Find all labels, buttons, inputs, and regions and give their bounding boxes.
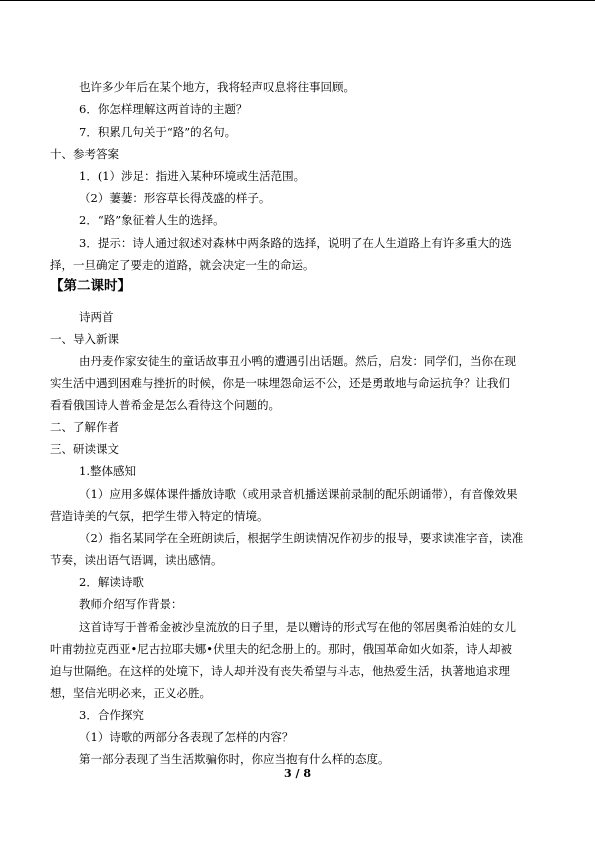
- text-line-19: 营造诗美的气氛，把学生带入特定的情境。: [50, 509, 269, 523]
- text-line-30: 第一部分表现了当生活欺骗你时，你应当抱有什么样的态度。: [79, 752, 390, 766]
- subsection-one-heading: 1.整体感知: [79, 464, 136, 478]
- text-line-7: 2．“路”象征着人生的选择。: [79, 213, 225, 227]
- text-line-13: 实生活中遇到困难与挫折的时候，你是一味埋怨命运不公，还是勇敢地与命运抗争？让我们: [50, 376, 510, 390]
- text-line-8: 3．提示：诗人通过叙述对森林中两条路的选择，说明了在人生道路上有许多重大的选: [79, 236, 512, 250]
- text-line-5: 1．(1）涉足：指进入某种环境或生活范围。: [79, 169, 306, 183]
- subsection-three-heading: 3．合作探究: [79, 708, 144, 722]
- section-two-heading: 二、了解作者: [50, 420, 119, 434]
- text-line-29: （1）诗歌的两部分各表现了怎样的内容？: [79, 730, 294, 744]
- text-line-25: 叶甫勃拉克西亚•尼古拉耶夫娜•伏里夫的纪念册上的。那时，俄国革命如火如荼，诗人却被: [50, 642, 513, 656]
- text-line-14: 看看俄国诗人普希金是怎么看待这个问题的。: [50, 398, 280, 412]
- text-line-2: 6．你怎样理解这两首诗的主题？: [79, 102, 248, 116]
- section-ten-heading: 十、参考答案: [50, 147, 119, 161]
- text-line-12: 由丹麦作家安徒生的童话故事丑小鸭的遭遇引出话题。然后，启发：同学们，当你在现: [79, 354, 516, 368]
- header-rule: [0, 0, 595, 1]
- text-line-20: （2）指名某同学在全班朗读后，根据学生朗读情况作初步的报导，要求读准字音，读准: [79, 531, 524, 545]
- section-three-heading: 三、研读课文: [50, 442, 119, 456]
- lesson-two-heading: 【第二课时】: [50, 278, 131, 294]
- page-number: 3 / 8: [284, 767, 311, 780]
- text-line-24: 这首诗写于普希金被沙皇流放的日子里，是以赠诗的形式写在他的邻居奥希泊娃的女儿: [79, 620, 516, 634]
- text-line-1: 也许多少年后在某个地方，我将轻声叹息将往事回顾。: [79, 80, 355, 94]
- text-line-21: 节奏，读出语气语调，读出感情。: [50, 553, 223, 567]
- text-line-18: （1）应用多媒体课件播放诗歌（或用录音机播送课前录制的配乐朗诵带），有音像效果: [79, 487, 518, 501]
- text-line-23: 教师介绍写作背景：: [79, 597, 183, 611]
- text-line-3: 7．积累几句关于“路”的名句。: [79, 125, 237, 139]
- subsection-two-heading: 2．解读诗歌: [79, 575, 144, 589]
- section-one-heading: 一、导入新课: [50, 332, 119, 346]
- text-line-6: （2）萋萋：形容草长得茂盛的样子。: [79, 191, 271, 205]
- text-line-27: 想，坚信光明必来，正义必胜。: [50, 686, 211, 700]
- text-line-9: 择，一旦确定了要走的道路，就会决定一生的命运。: [50, 258, 315, 272]
- poem-title: 诗两首: [79, 310, 114, 324]
- text-line-26: 迫与世隔绝。在这样的处境下，诗人却并没有丧失希望与斗志，他热爱生活，执著地追求理: [50, 664, 510, 678]
